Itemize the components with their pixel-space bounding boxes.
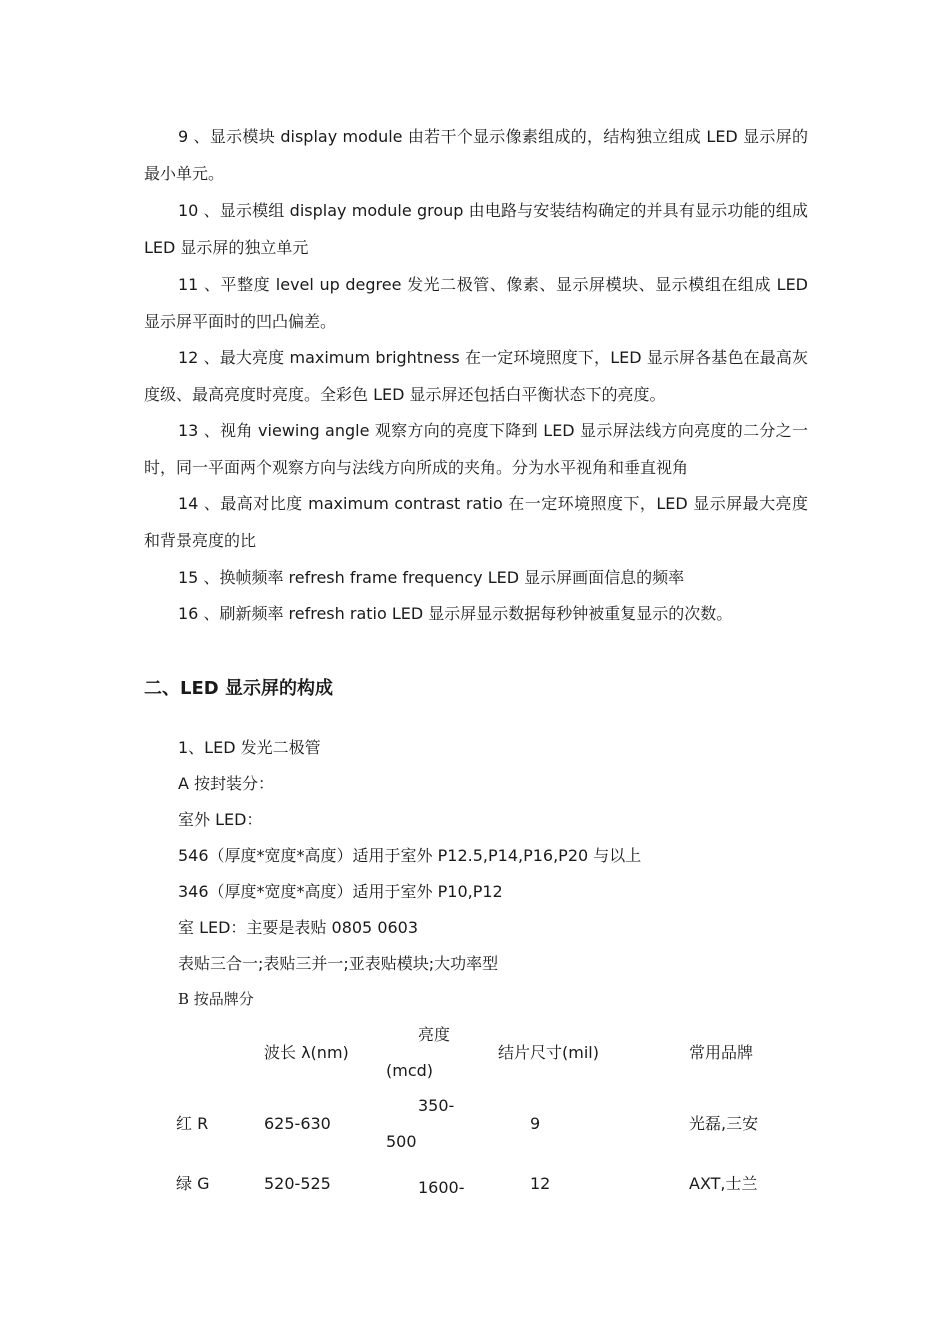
row-red-brightness: 350- [418,1096,455,1115]
row-green-brightness: 1600- [418,1178,465,1197]
definition-item-12: 12 、最大亮度 maximum brightness 在一定环境照度下，LED 显示屏各基色在最高灰度级、最高亮度时亮度。全彩色 LED 显示屏还包括白平衡状态下的亮度。 [144,348,808,404]
row-red-wavelength: 625-630 [264,1114,331,1133]
header-brand: 常用品牌 [689,1043,754,1062]
row-green-color: 绿 G [176,1174,210,1193]
row-green-brand: AXT,士兰 [689,1174,758,1193]
row-red-brightness-cont: 500 [386,1132,417,1151]
smd-types-line: 表贴三合一;表贴三并一;亚表贴模块;大功率型 [178,954,499,973]
classification-a: A 按封装分： [178,774,275,793]
row-green-chip-size: 12 [530,1174,551,1193]
definition-item-10: 10 、显示模组 display module group 由电路与安装结构确定的并具有显示功能的组成 LED 显示屏的独立单元 [144,201,808,257]
classification-b: B 按品牌分 [178,990,254,1008]
spec-346: 346（厚度*宽度*高度）适用于室外 P10,P12 [178,882,503,901]
section-heading: 二、LED 显示屏的构成 [144,678,333,699]
outdoor-led-label: 室外 LED： [178,810,263,829]
header-brightness-unit: (mcd) [386,1061,434,1080]
definition-item-11: 11 、平整度 level up degree 发光二极管、像素、显示屏模块、显示模组在组成 LED 显示屏平面时的凹凸偏差。 [144,275,808,331]
definition-item-14: 14 、最高对比度 maximum contrast ratio 在一定环境照度下，LED 显示屏最大亮度和背景亮度的比 [144,494,808,550]
header-wavelength: 波长 λ(nm) [264,1043,349,1062]
indoor-led-line: 室 LED：主要是表贴 0805 0603 [178,918,419,937]
row-green-wavelength: 520-525 [264,1174,331,1193]
definition-item-9: 9 、显示模块 display module 由若干个显示像素组成的，结构独立组成 LED 显示屏的最小单元。 [144,127,808,183]
row-red-chip-size: 9 [530,1114,541,1133]
spec-546: 546（厚度*宽度*高度）适用于室外 P12.5,P14,P16,P20 与以上 [178,846,642,865]
definition-item-15: 15 、换帧频率 refresh frame frequency LED 显示屏画面信息的频率 [178,568,685,587]
header-brightness: 亮度 [418,1025,451,1044]
row-red-brand: 光磊,三安 [689,1114,759,1133]
row-red-color: 红 R [176,1114,209,1133]
definition-item-13: 13 、视角 viewing angle 观察方向的亮度下降到 LED 显示屏法线方向亮度的二分之一时，同一平面两个观察方向与法线方向所成的夹角。分为水平视角和垂直视角 [144,421,808,477]
header-chip-size: 结片尺寸(mil) [498,1043,599,1062]
definition-item-16: 16 、刷新频率 refresh ratio LED 显示屏显示数据每秒钟被重复显示的次数。 [178,604,733,623]
subsection-title: 1、LED 发光二极管 [178,738,321,757]
